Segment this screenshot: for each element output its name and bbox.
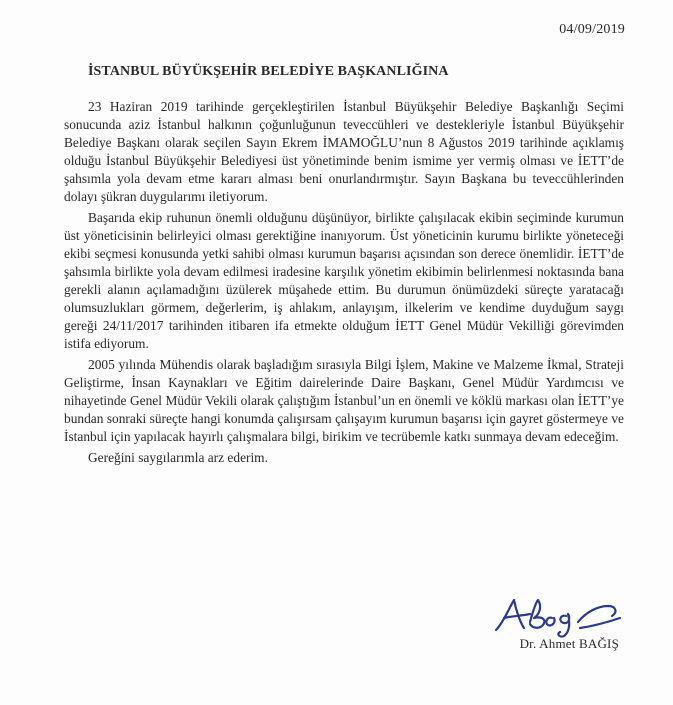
signer-name: Dr. Ahmet BAĞIŞ — [519, 636, 619, 651]
recipient-heading: İSTANBUL BÜYÜKŞEHİR BELEDİYE BAŞKANLIĞINA — [88, 64, 449, 79]
paragraph-career: 2005 yılında Mühendis olarak başladığım sırasıyla Bilgi İşlem, Makine ve Malzeme İkmal, Strateji Geliştirme, İnsan Kaynakları ve Eğitim dairelerinde Daire Başkanı, Genel Müdür Yardımcısı ve nihayetinde Genel Müdür Vekili olarak çalıştığım İstanbul’un en önemli ve köklü markası olan İETT’ye bundan sonraki süreçte hangi konumda çalışırsam çalışayım kurumun başarısı için gayret göstermeye ve İstanbul için yapılacak hayırlı çalışmalara bilgi, birikim ve tecrübemle katkı sunmaya devam edeceğim. — [64, 357, 624, 444]
letter-body — [64, 98, 624, 470]
paragraph-intro: 23 Haziran 2019 tarihinde gerçekleştirilen İstanbul Büyükşehir Belediye Başkanlığı Seçimi sonucunda aziz İstanbul halkının çoğunluğunun teveccühleri ve destekleriyle İstanbul Büyükşehir Belediye Başkanı olarak seçilen Sayın Ekrem İMAMOĞLU’nun 8 Ağustos 2019 tarihinde açıklamış olduğu İstanbul Büyükşehir Belediyesi üst yönetiminde benim ismime yer vermiş olması ve İETT’de şahsımla yola devam etme kararı alması beni onurlandırmıştır. Sayın Başkana bu teveccühlerinden dolayı şükran duygularımı iletiyorum. — [64, 99, 624, 204]
paragraph-closing: Gereğini saygılarımla arz ederim. — [88, 450, 268, 465]
handwritten-signature — [486, 592, 636, 642]
paragraph-resignation: Başarıda ekip ruhunun önemli olduğunu düşünüyor, birlikte çalışılacak ekibin seçiminde kurumun üst yöneticisinin belirleyici olması gerektiğine inanıyorum. Üst yöneticinin kurumu birlikte yöneteceği ekibi seçmesi konusunda yetki sahibi olması kurumun başarısı açısından son derece önemlidir. İETT’de şahsımla birlikte yola devam edilmesi iradesine karşılık yönetim ekibimin belirlenmesi noktasında bana gerekli alanın açılamadığını üzülerek müşahede ettim. Bu durumun önümüzdeki süreçte yaratacağı olumsuzlukları görmem, değerlerim, iş ahlakım, anlayışım, ilkelerim ve kendime duyduğum saygı gereği 24/11/2017 tarihinden itibaren ifa etmekte olduğum İETT Genel Müdür Vekilliği görevimden istifa ediyorum. — [64, 210, 624, 351]
signature-icon — [486, 592, 636, 642]
letter-date: 04/09/2019 — [559, 22, 625, 37]
